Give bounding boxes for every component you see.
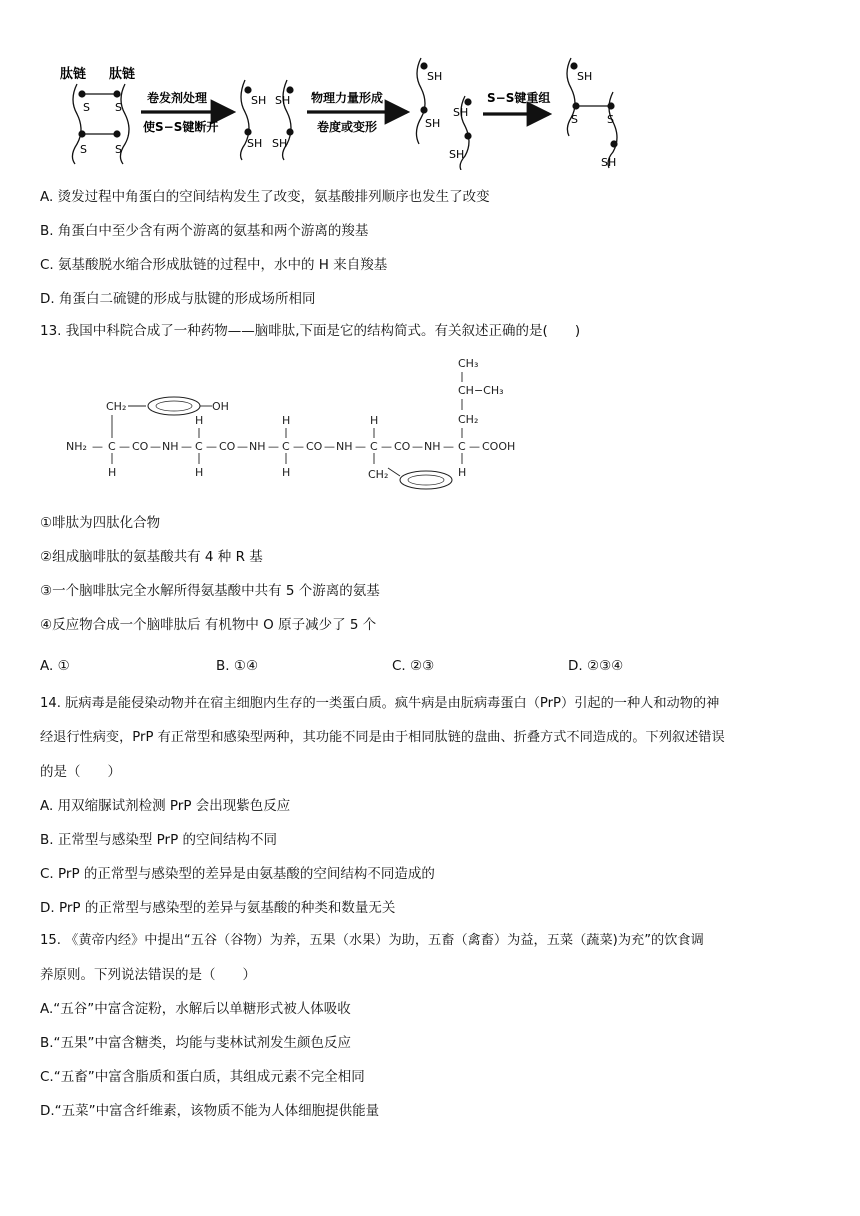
h-atom: H xyxy=(282,414,291,427)
q14-option-d: D. PrP 的正常型与感染型的差异与氨基酸的种类和数量无关 xyxy=(40,900,396,916)
bond: — xyxy=(381,440,392,453)
sh-label: SH xyxy=(425,117,441,130)
arrow-physical-force xyxy=(307,90,407,134)
q13-option-c: C. ②③ xyxy=(392,658,435,674)
q13-statement-3: ③一个脑啡肽完全水解所得氨基酸中共有 5 个游离的氨基 xyxy=(40,583,380,599)
q13-statement-1: ①啡肽为四肽化合物 xyxy=(40,515,161,531)
q14-stem-line-2: 经退行性病变，PrP 有正常型和感染型两种，其功能不同是由于相同肽链的盘曲、折叠方式不同造成的。下列叙述错误 xyxy=(40,730,725,745)
q14-option-b: B. 正常型与感染型 PrP 的空间结构不同 xyxy=(40,832,278,848)
q15-option-a: A.“五谷”中富含淀粉，水解后以单糖形式被人体吸收 xyxy=(40,1001,351,1017)
bond: — xyxy=(119,440,130,453)
s-label: S xyxy=(571,113,578,126)
c-atom: C xyxy=(282,440,290,453)
arrow-perm-agent xyxy=(141,90,233,134)
q14-stem-line-3: 的是（ ） xyxy=(40,764,121,780)
bond: — xyxy=(469,440,480,453)
h-atom: H xyxy=(458,466,467,479)
q14-option-a: A. 用双缩脲试剂检测 PrP 会出现紫色反应 xyxy=(40,798,291,814)
q14-option-c: C. PrP 的正常型与感染型的差异是由氨基酸的空间结构不同造成的 xyxy=(40,866,435,882)
q15-stem-line-1: 15. 《黄帝内经》中提出“五谷（谷物）为养，五果（水果）为助，五畜（禽畜）为益，五菜（蔬菜)为充”的饮食调 xyxy=(40,933,704,948)
bond: — xyxy=(206,440,217,453)
q13-option-d: D. ②③④ xyxy=(568,658,624,674)
ch2-group: CH₂ xyxy=(368,468,389,481)
nh-group: NH xyxy=(424,440,441,453)
q13-option-b: B. ①④ xyxy=(216,658,259,674)
q15-stem-line-2: 养原则。下列说法错误的是（ ） xyxy=(40,967,256,983)
bond: — xyxy=(268,440,279,453)
bond: — xyxy=(181,440,192,453)
sh-label: SH xyxy=(272,137,288,150)
ch2-group: CH₂ xyxy=(458,413,479,426)
arrow3-top-label: S−S键重组 xyxy=(487,91,551,105)
arrow1-top-label: 卷发剂处理 xyxy=(147,91,208,105)
sh-label: SH xyxy=(577,70,593,83)
ch3-group: CH₃ xyxy=(458,357,479,370)
stage-2-broken-bonds xyxy=(241,80,294,160)
q13-statement-4: ④反应物合成一个脑啡肽后 有机物中 O 原子减少了 5 个 xyxy=(40,617,377,633)
c-atom: C xyxy=(458,440,466,453)
q13-option-a: A. ① xyxy=(40,658,70,674)
c-atom: C xyxy=(195,440,203,453)
label-chain-left: 肽链 xyxy=(60,67,87,82)
label-chain-right: 肽链 xyxy=(109,67,136,82)
ch-ch3-group: CH−CH₃ xyxy=(458,384,504,397)
sh-label: SH xyxy=(275,94,291,107)
bond: — xyxy=(150,440,161,453)
q13-statement-2: ②组成脑啡肽的氨基酸共有 4 种 R 基 xyxy=(40,549,263,565)
disulfide-bond-diagram xyxy=(55,52,645,170)
nh-group: NH xyxy=(162,440,179,453)
c-atom: C xyxy=(108,440,116,453)
bond: — xyxy=(293,440,304,453)
bond: — xyxy=(92,440,103,453)
q15-option-b: B.“五果”中富含糖类，均能与斐林试剂发生颜色反应 xyxy=(40,1035,352,1051)
s-label: S xyxy=(607,113,614,126)
q12-option-a: A. 烫发过程中角蛋白的空间结构发生了改变，氨基酸排列顺序也发生了改变 xyxy=(40,189,490,205)
stage-1-intact-chains xyxy=(60,66,135,164)
oh-group: OH xyxy=(212,400,229,413)
h-atom: H xyxy=(195,414,204,427)
structure-formula xyxy=(66,357,515,489)
bond: — xyxy=(237,440,248,453)
sh-label: SH xyxy=(247,137,263,150)
co-group: CO xyxy=(219,440,236,453)
co-group: CO xyxy=(132,440,149,453)
co-group: CO xyxy=(394,440,411,453)
bond: — xyxy=(324,440,335,453)
sh-label: SH xyxy=(449,148,465,161)
sh-label: SH xyxy=(601,156,617,169)
q14-stem-line-1: 14. 朊病毒是能侵染动物并在宿主细胞内生存的一类蛋白质。疯牛病是由朊病毒蛋白（PrP）引起的一种人和动物的神 xyxy=(40,696,720,711)
bond: — xyxy=(443,440,454,453)
h-atom: H xyxy=(108,466,117,479)
sh-label: SH xyxy=(251,94,267,107)
c-atom: C xyxy=(370,440,378,453)
bond: — xyxy=(355,440,366,453)
q13-stem: 13. 我国中科院合成了一种药物——脑啡肽,下面是它的结构简式。有关叙述正确的是( ) xyxy=(40,323,581,339)
bond: — xyxy=(412,440,423,453)
stage-3-deformed-chains xyxy=(416,58,471,170)
s-label: S xyxy=(115,101,122,114)
s-label: S xyxy=(83,101,90,114)
h-atom: H xyxy=(282,466,291,479)
stage-4-reformed-chains xyxy=(567,58,618,169)
s-label: S xyxy=(115,143,122,156)
arrow1-bottom-label: 使S−S键断开 xyxy=(143,120,219,134)
co-group: CO xyxy=(306,440,323,453)
nh-group: NH xyxy=(249,440,266,453)
ch2-group: CH₂ xyxy=(106,400,127,413)
q15-option-c: C.“五畜”中富含脂质和蛋白质，其组成元素不完全相同 xyxy=(40,1069,365,1085)
h-atom: H xyxy=(195,466,204,479)
h-atom: H xyxy=(370,414,379,427)
q12-option-c: C. 氨基酸脱水缩合形成肽链的过程中，水中的 H 来自羧基 xyxy=(40,257,388,273)
cooh-group: COOH xyxy=(482,440,516,453)
q12-option-d: D. 角蛋白二硫键的形成与肽键的形成场所相同 xyxy=(40,291,316,307)
q15-option-d: D.“五菜”中富含纤维素，该物质不能为人体细胞提供能量 xyxy=(40,1103,380,1119)
nh-group: NH xyxy=(336,440,353,453)
arrow-bond-reform xyxy=(483,90,550,114)
enkephalin-structure xyxy=(62,352,532,494)
sh-label: SH xyxy=(427,70,443,83)
arrow2-top-label: 物理力量形成 xyxy=(311,91,384,105)
s-label: S xyxy=(80,143,87,156)
nh2-group: NH₂ xyxy=(66,440,87,453)
sh-label: SH xyxy=(453,106,469,119)
q12-option-b: B. 角蛋白中至少含有两个游离的氨基和两个游离的羧基 xyxy=(40,223,369,239)
arrow2-bottom-label: 卷度或变形 xyxy=(317,120,378,134)
